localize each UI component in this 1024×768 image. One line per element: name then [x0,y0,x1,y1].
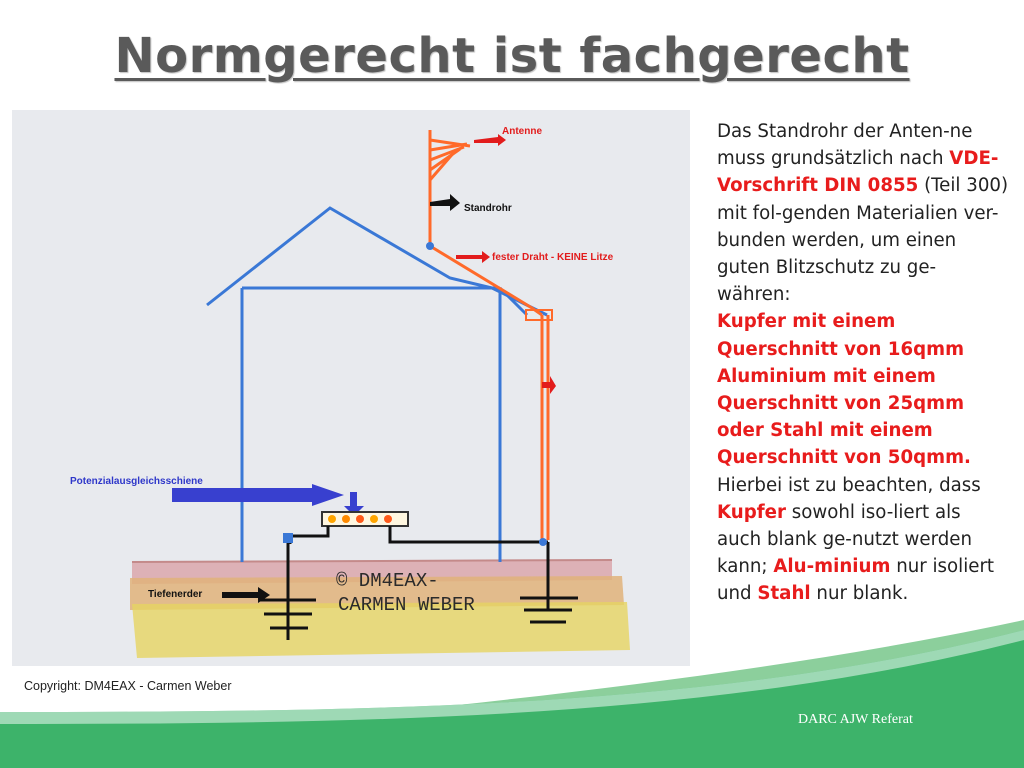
footer-label: DARC AJW Referat [798,712,913,727]
text-stahl: Stahl [757,583,811,605]
body-text [717,118,1009,608]
label-schiene: Potenzialausgleichsschiene [70,476,203,487]
text-alu: Alu-minium [773,556,891,578]
label-tiefenerder: Tiefenerder [148,589,203,600]
text-note-b: sowohl iso-liert als auch blank ge-nutzt werden kann; [717,501,972,578]
text-vde: VDE-Vorschrift DIN 0855 [717,148,999,197]
slide-title: Normgerecht ist fachgerecht [114,28,910,84]
label-antenne: Antenne [502,126,542,137]
text-note-d: nur blank. [810,583,909,605]
text-note-c: nur isoliert und [717,556,995,605]
label-draht: fester Draht - KEINE Litze [492,252,614,263]
text-intro-end: (Teil 300) mit fol-genden Materialien ver-bunden werden, um einen guten Blitzschutz zu ge-währen: [717,175,1009,306]
text-materials: Kupfer mit einem Querschnitt von 16qmm Aluminium mit einem Querschnitt von 25qmm oder Stahl mit einem Querschnitt von 50qmm. [717,311,971,469]
label-standrohr: Standrohr [464,203,512,214]
signature-line2: CARMEN WEBER [338,594,475,616]
text-intro: Das Standrohr der Anten-ne muss grundsätzlich nach [717,121,973,170]
copyright-note: Copyright: DM4EAX - Carmen Weber [24,679,232,693]
text-kupfer: Kupfer [717,501,786,523]
lightning-protection-drawing [12,110,690,666]
signature-line1: © DM4EAX- [336,570,439,592]
text-note-a: Hierbei ist zu beachten, dass [717,474,981,496]
